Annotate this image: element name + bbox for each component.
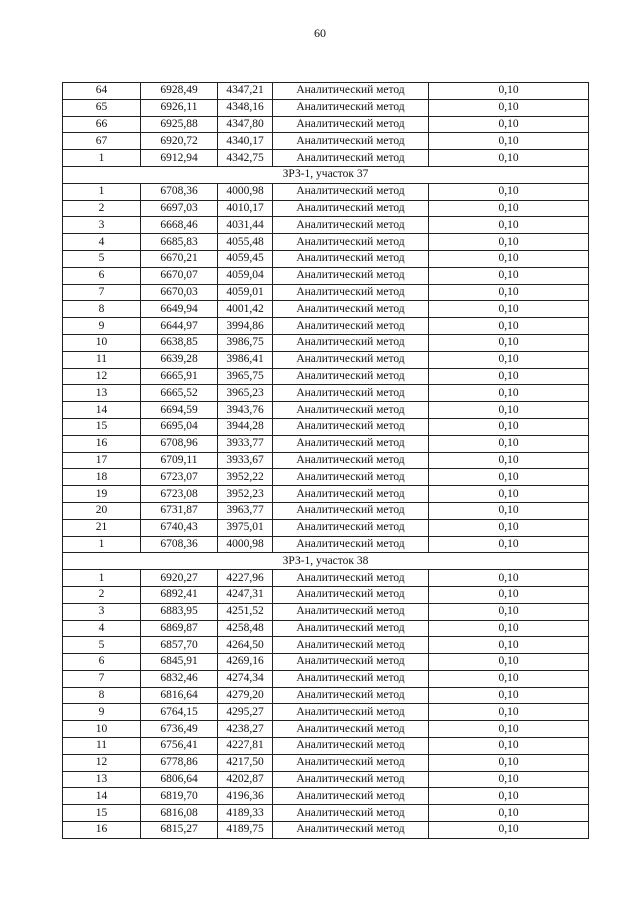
accuracy-cell: 0,10: [429, 620, 589, 637]
table-row: [63, 603, 589, 620]
accuracy-cell: 0,10: [429, 99, 589, 116]
y-coordinate-cell: 3994,86: [218, 318, 273, 335]
point-number-cell: 10: [63, 721, 141, 738]
table-row: [63, 351, 589, 368]
table-row: [63, 435, 589, 452]
x-coordinate-cell: 6644,97: [141, 318, 218, 335]
table-row: [63, 116, 589, 133]
point-number-cell: 14: [63, 788, 141, 805]
x-coordinate-cell: 6638,85: [141, 334, 218, 351]
table-row: [63, 200, 589, 217]
coordinates-table: [62, 82, 589, 839]
y-coordinate-cell: 3965,23: [218, 385, 273, 402]
accuracy-cell: 0,10: [429, 318, 589, 335]
y-coordinate-cell: 4202,87: [218, 771, 273, 788]
accuracy-cell: 0,10: [429, 368, 589, 385]
y-coordinate-cell: 3933,77: [218, 435, 273, 452]
table-row: [63, 83, 589, 100]
y-coordinate-cell: 4227,96: [218, 570, 273, 587]
point-number-cell: 9: [63, 318, 141, 335]
table-row: [63, 250, 589, 267]
point-number-cell: 14: [63, 402, 141, 419]
accuracy-cell: 0,10: [429, 738, 589, 755]
table-row: [63, 704, 589, 721]
table-row: [63, 368, 589, 385]
y-coordinate-cell: 4342,75: [218, 150, 273, 167]
method-cell: Аналитический метод: [273, 721, 429, 738]
table-row: [63, 217, 589, 234]
y-coordinate-cell: 4247,31: [218, 586, 273, 603]
x-coordinate-cell: 6912,94: [141, 150, 218, 167]
point-number-cell: 15: [63, 418, 141, 435]
accuracy-cell: 0,10: [429, 267, 589, 284]
accuracy-cell: 0,10: [429, 754, 589, 771]
y-coordinate-cell: 4059,04: [218, 267, 273, 284]
table-row: [63, 771, 589, 788]
table-row: [63, 301, 589, 318]
point-number-cell: 9: [63, 704, 141, 721]
accuracy-cell: 0,10: [429, 536, 589, 553]
accuracy-cell: 0,10: [429, 150, 589, 167]
point-number-cell: 16: [63, 822, 141, 839]
method-cell: Аналитический метод: [273, 502, 429, 519]
accuracy-cell: 0,10: [429, 670, 589, 687]
x-coordinate-cell: 6816,64: [141, 687, 218, 704]
x-coordinate-cell: 6816,08: [141, 805, 218, 822]
x-coordinate-cell: 6740,43: [141, 519, 218, 536]
x-coordinate-cell: 6869,87: [141, 620, 218, 637]
x-coordinate-cell: 6694,59: [141, 402, 218, 419]
x-coordinate-cell: 6708,36: [141, 183, 218, 200]
point-number-cell: 8: [63, 687, 141, 704]
point-number-cell: 7: [63, 670, 141, 687]
y-coordinate-cell: 3952,23: [218, 486, 273, 503]
accuracy-cell: 0,10: [429, 721, 589, 738]
point-number-cell: 19: [63, 486, 141, 503]
method-cell: Аналитический метод: [273, 670, 429, 687]
table-row: [63, 754, 589, 771]
table-row: [63, 519, 589, 536]
point-number-cell: 1: [63, 570, 141, 587]
y-coordinate-cell: 4347,21: [218, 83, 273, 100]
y-coordinate-cell: 4000,98: [218, 536, 273, 553]
section-title: ЗРЗ-1, участок 38: [63, 553, 589, 570]
y-coordinate-cell: 3965,75: [218, 368, 273, 385]
point-number-cell: 8: [63, 301, 141, 318]
x-coordinate-cell: 6665,52: [141, 385, 218, 402]
x-coordinate-cell: 6639,28: [141, 351, 218, 368]
y-coordinate-cell: 4059,45: [218, 250, 273, 267]
point-number-cell: 66: [63, 116, 141, 133]
y-coordinate-cell: 4279,20: [218, 687, 273, 704]
x-coordinate-cell: 6920,72: [141, 133, 218, 150]
accuracy-cell: 0,10: [429, 704, 589, 721]
accuracy-cell: 0,10: [429, 502, 589, 519]
method-cell: Аналитический метод: [273, 234, 429, 251]
method-cell: Аналитический метод: [273, 217, 429, 234]
x-coordinate-cell: 6928,49: [141, 83, 218, 100]
method-cell: Аналитический метод: [273, 150, 429, 167]
method-cell: Аналитический метод: [273, 486, 429, 503]
method-cell: Аналитический метод: [273, 620, 429, 637]
point-number-cell: 11: [63, 738, 141, 755]
y-coordinate-cell: 4340,17: [218, 133, 273, 150]
x-coordinate-cell: 6926,11: [141, 99, 218, 116]
x-coordinate-cell: 6708,36: [141, 536, 218, 553]
table-row: [63, 586, 589, 603]
x-coordinate-cell: 6883,95: [141, 603, 218, 620]
accuracy-cell: 0,10: [429, 351, 589, 368]
point-number-cell: 1: [63, 183, 141, 200]
y-coordinate-cell: 3952,22: [218, 469, 273, 486]
method-cell: Аналитический метод: [273, 368, 429, 385]
point-number-cell: 5: [63, 637, 141, 654]
method-cell: Аналитический метод: [273, 586, 429, 603]
x-coordinate-cell: 6920,27: [141, 570, 218, 587]
x-coordinate-cell: 6832,46: [141, 670, 218, 687]
method-cell: Аналитический метод: [273, 385, 429, 402]
y-coordinate-cell: 4217,50: [218, 754, 273, 771]
table-row: [63, 183, 589, 200]
x-coordinate-cell: 6857,70: [141, 637, 218, 654]
y-coordinate-cell: 4001,42: [218, 301, 273, 318]
table-row: [63, 99, 589, 116]
method-cell: Аналитический метод: [273, 822, 429, 839]
table-row: [63, 570, 589, 587]
y-coordinate-cell: 4010,17: [218, 200, 273, 217]
method-cell: Аналитический метод: [273, 570, 429, 587]
coordinates-table-body: [63, 83, 589, 839]
method-cell: Аналитический метод: [273, 301, 429, 318]
x-coordinate-cell: 6695,04: [141, 418, 218, 435]
method-cell: Аналитический метод: [273, 183, 429, 200]
accuracy-cell: 0,10: [429, 822, 589, 839]
accuracy-cell: 0,10: [429, 637, 589, 654]
point-number-cell: 11: [63, 351, 141, 368]
point-number-cell: 13: [63, 771, 141, 788]
accuracy-cell: 0,10: [429, 771, 589, 788]
accuracy-cell: 0,10: [429, 301, 589, 318]
method-cell: Аналитический метод: [273, 637, 429, 654]
table-row: [63, 654, 589, 671]
table-row: [63, 334, 589, 351]
method-cell: Аналитический метод: [273, 116, 429, 133]
method-cell: Аналитический метод: [273, 452, 429, 469]
method-cell: Аналитический метод: [273, 133, 429, 150]
accuracy-cell: 0,10: [429, 83, 589, 100]
x-coordinate-cell: 6709,11: [141, 452, 218, 469]
table-row: [63, 469, 589, 486]
method-cell: Аналитический метод: [273, 788, 429, 805]
method-cell: Аналитический метод: [273, 536, 429, 553]
method-cell: Аналитический метод: [273, 603, 429, 620]
point-number-cell: 1: [63, 536, 141, 553]
method-cell: Аналитический метод: [273, 771, 429, 788]
method-cell: Аналитический метод: [273, 435, 429, 452]
accuracy-cell: 0,10: [429, 402, 589, 419]
x-coordinate-cell: 6670,07: [141, 267, 218, 284]
y-coordinate-cell: 4251,52: [218, 603, 273, 620]
method-cell: Аналитический метод: [273, 318, 429, 335]
table-row: [63, 721, 589, 738]
accuracy-cell: 0,10: [429, 486, 589, 503]
table-row: [63, 738, 589, 755]
section-title: ЗРЗ-1, участок 37: [63, 166, 589, 183]
y-coordinate-cell: 4189,33: [218, 805, 273, 822]
table-row: [63, 234, 589, 251]
x-coordinate-cell: 6665,91: [141, 368, 218, 385]
point-number-cell: 2: [63, 200, 141, 217]
accuracy-cell: 0,10: [429, 570, 589, 587]
accuracy-cell: 0,10: [429, 200, 589, 217]
point-number-cell: 3: [63, 217, 141, 234]
table-row: [63, 318, 589, 335]
accuracy-cell: 0,10: [429, 284, 589, 301]
x-coordinate-cell: 6708,96: [141, 435, 218, 452]
table-row: [63, 267, 589, 284]
accuracy-cell: 0,10: [429, 654, 589, 671]
point-number-cell: 15: [63, 805, 141, 822]
y-coordinate-cell: 4264,50: [218, 637, 273, 654]
point-number-cell: 18: [63, 469, 141, 486]
x-coordinate-cell: 6815,27: [141, 822, 218, 839]
point-number-cell: 64: [63, 83, 141, 100]
table-row: [63, 502, 589, 519]
y-coordinate-cell: 4347,80: [218, 116, 273, 133]
x-coordinate-cell: 6892,41: [141, 586, 218, 603]
table-row: [63, 452, 589, 469]
accuracy-cell: 0,10: [429, 435, 589, 452]
y-coordinate-cell: 4274,34: [218, 670, 273, 687]
method-cell: Аналитический метод: [273, 754, 429, 771]
x-coordinate-cell: 6685,83: [141, 234, 218, 251]
x-coordinate-cell: 6697,03: [141, 200, 218, 217]
table-row: [63, 402, 589, 419]
accuracy-cell: 0,10: [429, 217, 589, 234]
method-cell: Аналитический метод: [273, 267, 429, 284]
method-cell: Аналитический метод: [273, 200, 429, 217]
point-number-cell: 4: [63, 620, 141, 637]
table-row: [63, 822, 589, 839]
section-header-row: [63, 166, 589, 183]
x-coordinate-cell: 6764,15: [141, 704, 218, 721]
y-coordinate-cell: 3944,28: [218, 418, 273, 435]
point-number-cell: 2: [63, 586, 141, 603]
y-coordinate-cell: 4238,27: [218, 721, 273, 738]
table-row: [63, 385, 589, 402]
table-row: [63, 536, 589, 553]
x-coordinate-cell: 6736,49: [141, 721, 218, 738]
method-cell: Аналитический метод: [273, 805, 429, 822]
method-cell: Аналитический метод: [273, 402, 429, 419]
method-cell: Аналитический метод: [273, 334, 429, 351]
accuracy-cell: 0,10: [429, 452, 589, 469]
y-coordinate-cell: 3986,41: [218, 351, 273, 368]
point-number-cell: 67: [63, 133, 141, 150]
x-coordinate-cell: 6845,91: [141, 654, 218, 671]
point-number-cell: 7: [63, 284, 141, 301]
method-cell: Аналитический метод: [273, 418, 429, 435]
table-row: [63, 133, 589, 150]
accuracy-cell: 0,10: [429, 586, 589, 603]
x-coordinate-cell: 6649,94: [141, 301, 218, 318]
accuracy-cell: 0,10: [429, 334, 589, 351]
method-cell: Аналитический метод: [273, 687, 429, 704]
x-coordinate-cell: 6819,70: [141, 788, 218, 805]
method-cell: Аналитический метод: [273, 469, 429, 486]
y-coordinate-cell: 4269,16: [218, 654, 273, 671]
table-row: [63, 805, 589, 822]
x-coordinate-cell: 6723,08: [141, 486, 218, 503]
point-number-cell: 4: [63, 234, 141, 251]
accuracy-cell: 0,10: [429, 418, 589, 435]
x-coordinate-cell: 6670,03: [141, 284, 218, 301]
method-cell: Аналитический метод: [273, 738, 429, 755]
y-coordinate-cell: 3933,67: [218, 452, 273, 469]
table-row: [63, 284, 589, 301]
table-row: [63, 788, 589, 805]
method-cell: Аналитический метод: [273, 519, 429, 536]
point-number-cell: 21: [63, 519, 141, 536]
accuracy-cell: 0,10: [429, 687, 589, 704]
y-coordinate-cell: 3963,77: [218, 502, 273, 519]
x-coordinate-cell: 6668,46: [141, 217, 218, 234]
x-coordinate-cell: 6723,07: [141, 469, 218, 486]
accuracy-cell: 0,10: [429, 234, 589, 251]
y-coordinate-cell: 4348,16: [218, 99, 273, 116]
table-row: [63, 486, 589, 503]
accuracy-cell: 0,10: [429, 183, 589, 200]
point-number-cell: 16: [63, 435, 141, 452]
point-number-cell: 12: [63, 754, 141, 771]
table-row: [63, 150, 589, 167]
x-coordinate-cell: 6925,88: [141, 116, 218, 133]
y-coordinate-cell: 3975,01: [218, 519, 273, 536]
table-row: [63, 637, 589, 654]
y-coordinate-cell: 3986,75: [218, 334, 273, 351]
y-coordinate-cell: 4031,44: [218, 217, 273, 234]
page-number: 60: [314, 26, 326, 40]
point-number-cell: 1: [63, 150, 141, 167]
point-number-cell: 12: [63, 368, 141, 385]
y-coordinate-cell: 4189,75: [218, 822, 273, 839]
point-number-cell: 17: [63, 452, 141, 469]
accuracy-cell: 0,10: [429, 805, 589, 822]
x-coordinate-cell: 6778,86: [141, 754, 218, 771]
x-coordinate-cell: 6670,21: [141, 250, 218, 267]
point-number-cell: 65: [63, 99, 141, 116]
y-coordinate-cell: 4258,48: [218, 620, 273, 637]
method-cell: Аналитический метод: [273, 284, 429, 301]
accuracy-cell: 0,10: [429, 788, 589, 805]
accuracy-cell: 0,10: [429, 469, 589, 486]
y-coordinate-cell: 4295,27: [218, 704, 273, 721]
y-coordinate-cell: 4196,36: [218, 788, 273, 805]
accuracy-cell: 0,10: [429, 116, 589, 133]
point-number-cell: 3: [63, 603, 141, 620]
table-row: [63, 620, 589, 637]
method-cell: Аналитический метод: [273, 83, 429, 100]
x-coordinate-cell: 6806,64: [141, 771, 218, 788]
accuracy-cell: 0,10: [429, 603, 589, 620]
method-cell: Аналитический метод: [273, 99, 429, 116]
y-coordinate-cell: 4059,01: [218, 284, 273, 301]
y-coordinate-cell: 4000,98: [218, 183, 273, 200]
y-coordinate-cell: 3943,76: [218, 402, 273, 419]
point-number-cell: 20: [63, 502, 141, 519]
point-number-cell: 13: [63, 385, 141, 402]
table-row: [63, 687, 589, 704]
method-cell: Аналитический метод: [273, 704, 429, 721]
point-number-cell: 6: [63, 267, 141, 284]
point-number-cell: 10: [63, 334, 141, 351]
table-row: [63, 418, 589, 435]
table-row: [63, 670, 589, 687]
accuracy-cell: 0,10: [429, 250, 589, 267]
section-header-row: [63, 553, 589, 570]
x-coordinate-cell: 6731,87: [141, 502, 218, 519]
accuracy-cell: 0,10: [429, 519, 589, 536]
accuracy-cell: 0,10: [429, 133, 589, 150]
method-cell: Аналитический метод: [273, 250, 429, 267]
y-coordinate-cell: 4227,81: [218, 738, 273, 755]
point-number-cell: 5: [63, 250, 141, 267]
y-coordinate-cell: 4055,48: [218, 234, 273, 251]
x-coordinate-cell: 6756,41: [141, 738, 218, 755]
point-number-cell: 6: [63, 654, 141, 671]
method-cell: Аналитический метод: [273, 654, 429, 671]
method-cell: Аналитический метод: [273, 351, 429, 368]
accuracy-cell: 0,10: [429, 385, 589, 402]
